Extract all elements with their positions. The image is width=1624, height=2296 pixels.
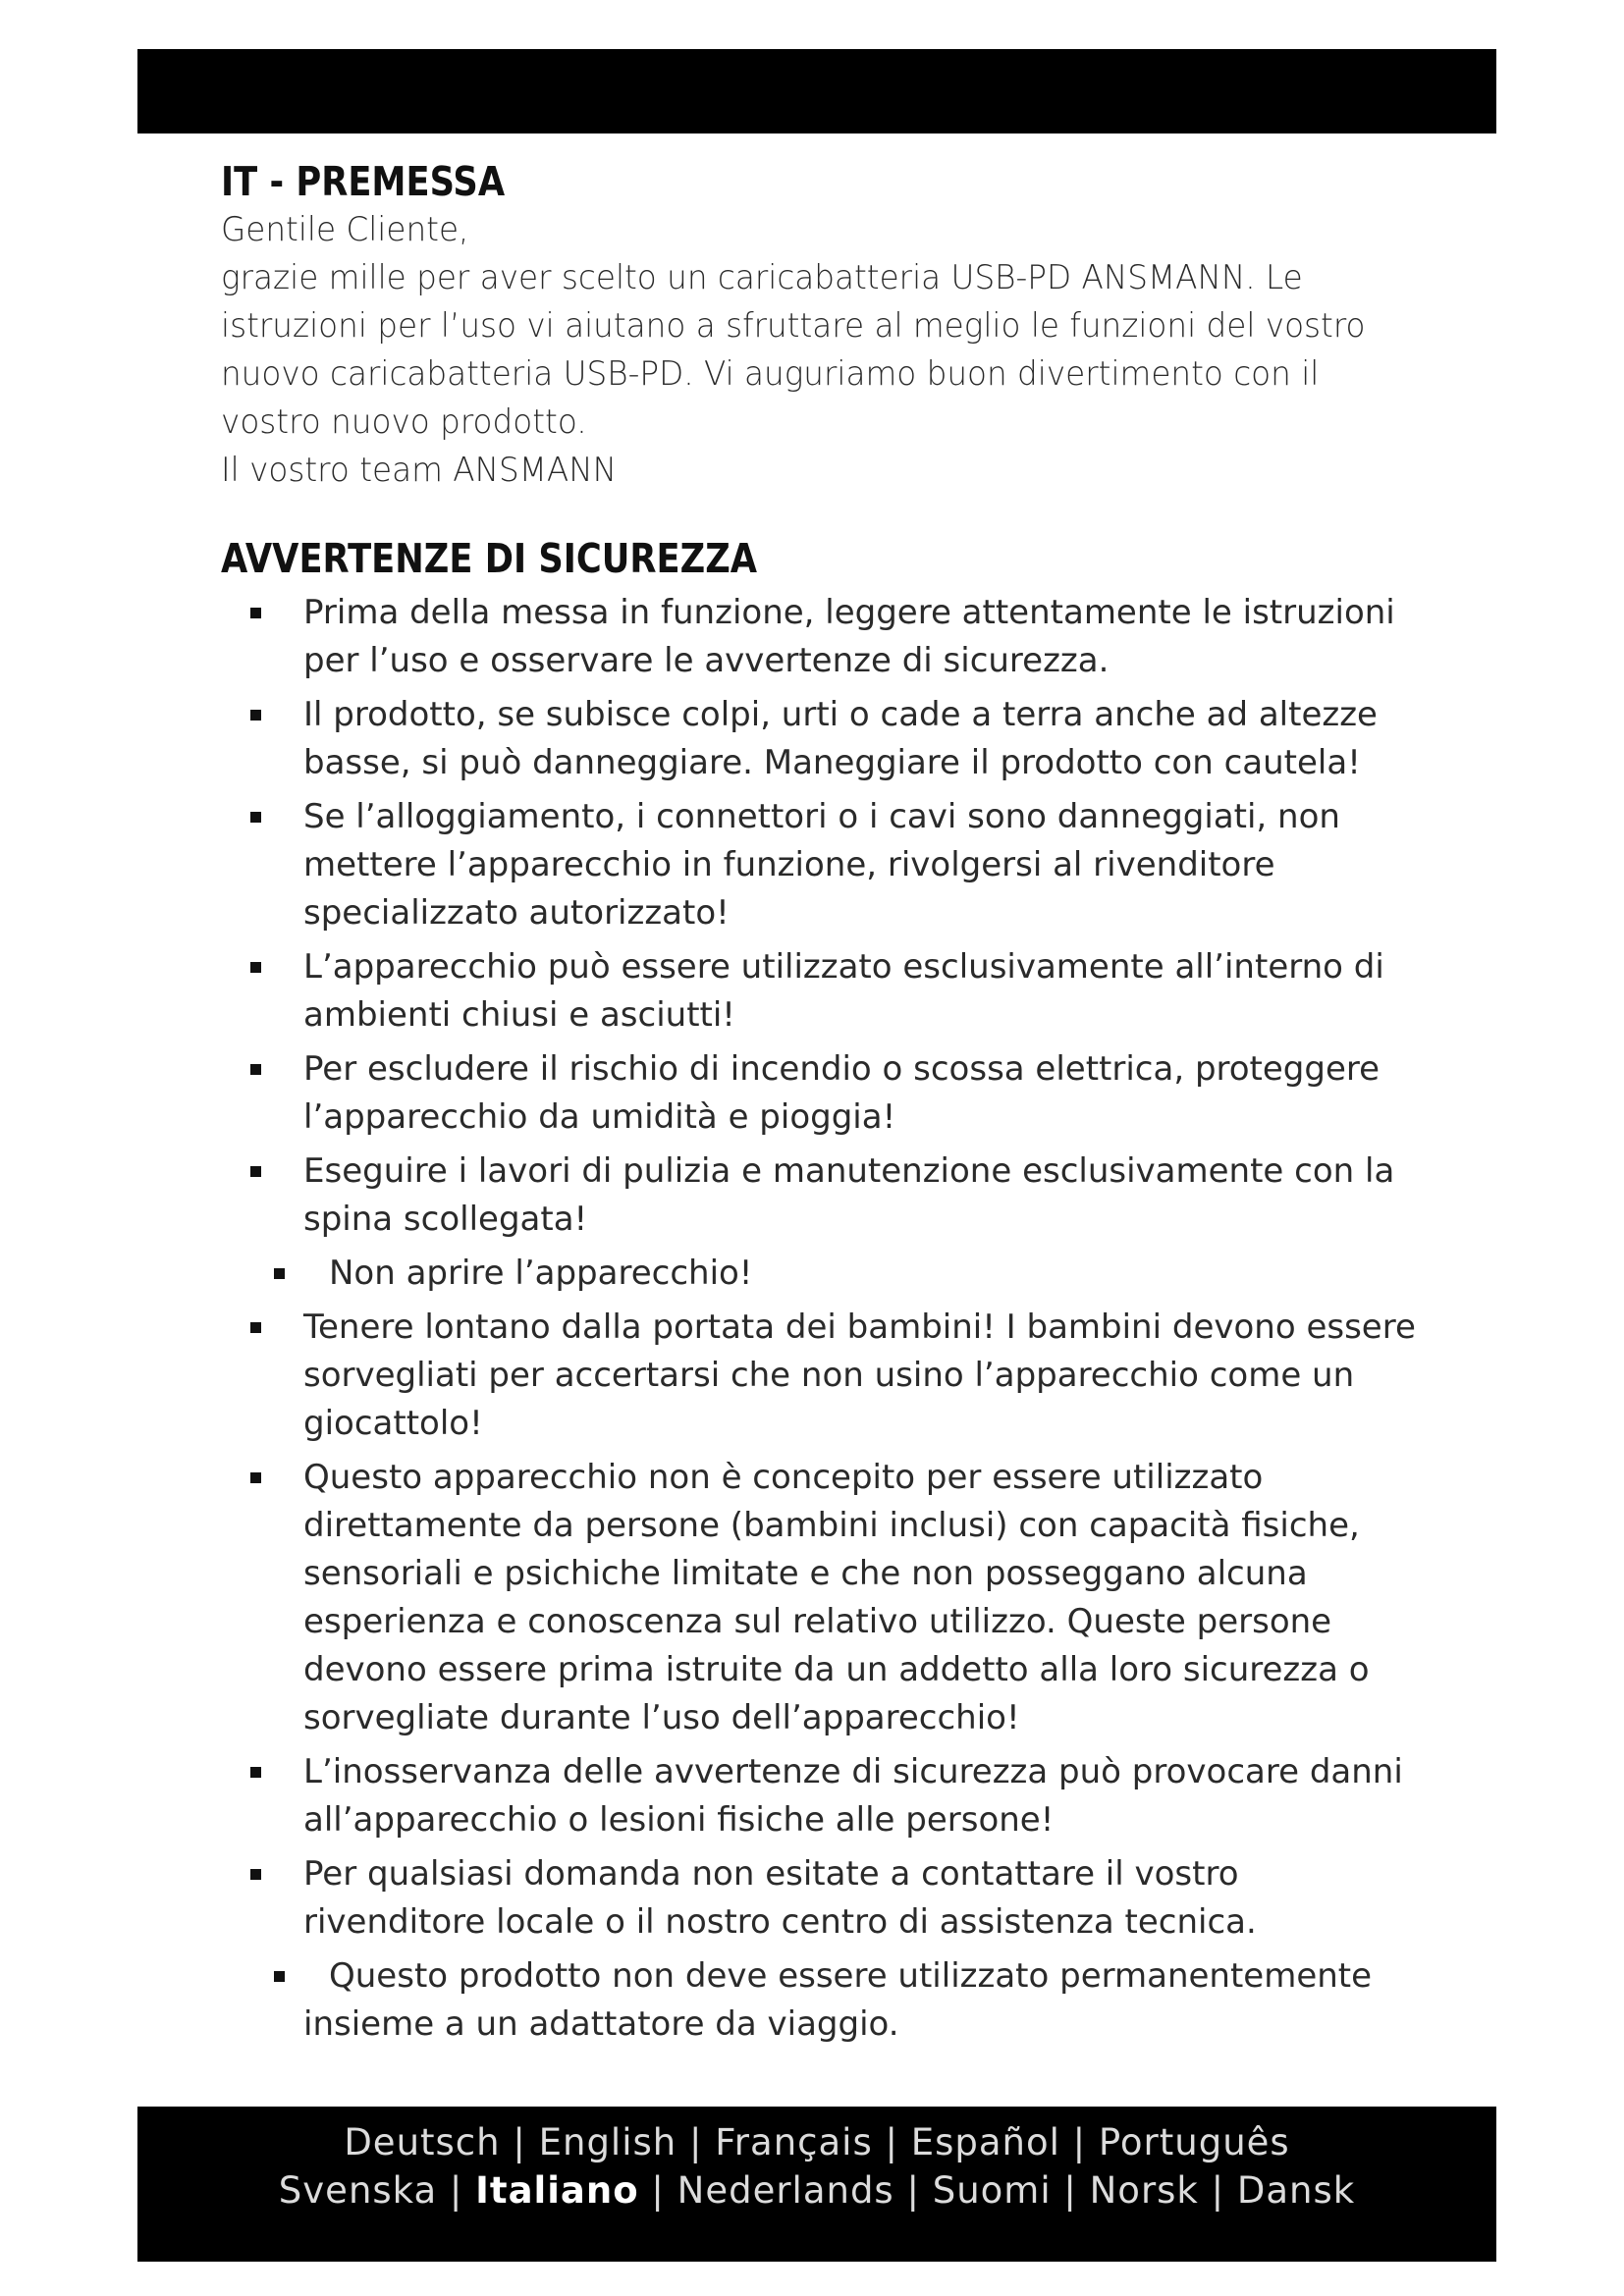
intro-section — [221, 157, 1429, 495]
bullet-icon — [274, 1268, 285, 1279]
bullet-icon — [250, 710, 261, 721]
bullet-icon — [250, 1869, 261, 1880]
lang-deutsch[interactable]: Deutsch — [344, 2121, 501, 2163]
bullet-icon — [274, 1971, 285, 1982]
safety-item: Se l’alloggiamento, i connettori o i cavi sono danneggiati, non mettere l’apparecchio in funzione, rivolgersi al rivenditore specializzato autorizzato! — [221, 793, 1429, 937]
lang-nederlands[interactable]: Nederlands — [677, 2169, 894, 2212]
lang-italiano-active[interactable]: Italiano — [475, 2169, 639, 2212]
lang-portugues[interactable]: Português — [1098, 2121, 1290, 2163]
language-row-1: Deutsch | English | Français | Español | Português — [344, 2121, 1290, 2163]
bullet-icon — [250, 1166, 261, 1177]
safety-item: Per qualsiasi domanda non esitate a contattare il vostro rivenditore locale o il nostro centro di assistenza tecnica. — [221, 1850, 1429, 1947]
safety-list — [221, 589, 1429, 2049]
safety-title: AVVERTENZE DI SICUREZZA — [221, 535, 758, 582]
bullet-icon — [250, 812, 261, 823]
bullet-icon — [250, 962, 261, 973]
bullet-icon — [250, 1472, 261, 1483]
header-bar — [137, 49, 1496, 133]
language-row-2: Svenska | Italiano | Nederlands | Suomi | Norsk | Dansk — [278, 2169, 1356, 2212]
intro-title: IT - PREMESSA — [221, 158, 506, 205]
lang-francais[interactable]: Français — [715, 2121, 873, 2163]
bullet-icon — [250, 1322, 261, 1333]
safety-item: Eseguire i lavori di pulizia e manutenzione esclusivamente con la spina scollegata! — [221, 1148, 1429, 1244]
bullet-icon — [250, 1064, 261, 1075]
safety-item: Questo prodotto non deve essere utilizzato permanentemente insieme a un adattatore da viaggio. — [221, 1952, 1429, 2049]
safety-item: L’apparecchio può essere utilizzato esclusivamente all’interno di ambienti chiusi e asciutti! — [221, 943, 1429, 1040]
safety-item: Tenere lontano dalla portata dei bambini! I bambini devono essere sorvegliati per accertarsi che non usino l’apparecchio come un giocattolo! — [221, 1304, 1429, 1448]
lang-svenska[interactable]: Svenska — [278, 2169, 438, 2212]
page-content — [221, 157, 1429, 2049]
bullet-icon — [250, 608, 261, 618]
language-footer — [137, 2107, 1496, 2262]
lang-english[interactable]: English — [538, 2121, 677, 2163]
bullet-icon — [250, 1767, 261, 1778]
safety-section — [221, 534, 1429, 2049]
intro-greeting: Gentile Cliente, — [221, 210, 469, 249]
lang-suomi[interactable]: Suomi — [932, 2169, 1052, 2212]
intro-body: grazie mille per aver scelto un caricabatteria USB-PD ANSMANN. Le istruzioni per l’uso vi aiutano a sfruttare al meglio le funzioni del vostro nuovo caricabatteria USB-PD. Vi auguriamo buon divertimento con il vostro nuovo prodotto. — [221, 258, 1366, 442]
lang-espanol[interactable]: Español — [910, 2121, 1060, 2163]
lang-norsk[interactable]: Norsk — [1089, 2169, 1199, 2212]
lang-dansk[interactable]: Dansk — [1236, 2169, 1356, 2212]
intro-signature: Il vostro team ANSMANN — [221, 451, 618, 490]
safety-item: Per escludere il rischio di incendio o scossa elettrica, proteggere l’apparecchio da umidità e pioggia! — [221, 1045, 1429, 1142]
safety-item: Prima della messa in funzione, leggere attentamente le istruzioni per l’uso e osservare le avvertenze di sicurezza. — [221, 589, 1429, 685]
safety-item: L’inosservanza delle avvertenze di sicurezza può provocare danni all’apparecchio o lesioni fisiche alle persone! — [221, 1748, 1429, 1844]
safety-item: Non aprire l’apparecchio! — [221, 1250, 1429, 1298]
safety-item: Il prodotto, se subisce colpi, urti o cade a terra anche ad altezze basse, si può danneggiare. Maneggiare il prodotto con cautela! — [221, 691, 1429, 787]
safety-item: Questo apparecchio non è concepito per essere utilizzato direttamente da persone (bambini inclusi) con capacità fisiche, sensoriali e psichiche limitate e che non posseggano alcuna esperienza e conoscenza sul relativo utilizzo. Queste persone devono essere prima istruite da un addetto alla loro sicurezza o sorvegliate durante l’uso dell’apparecchio! — [221, 1454, 1429, 1742]
